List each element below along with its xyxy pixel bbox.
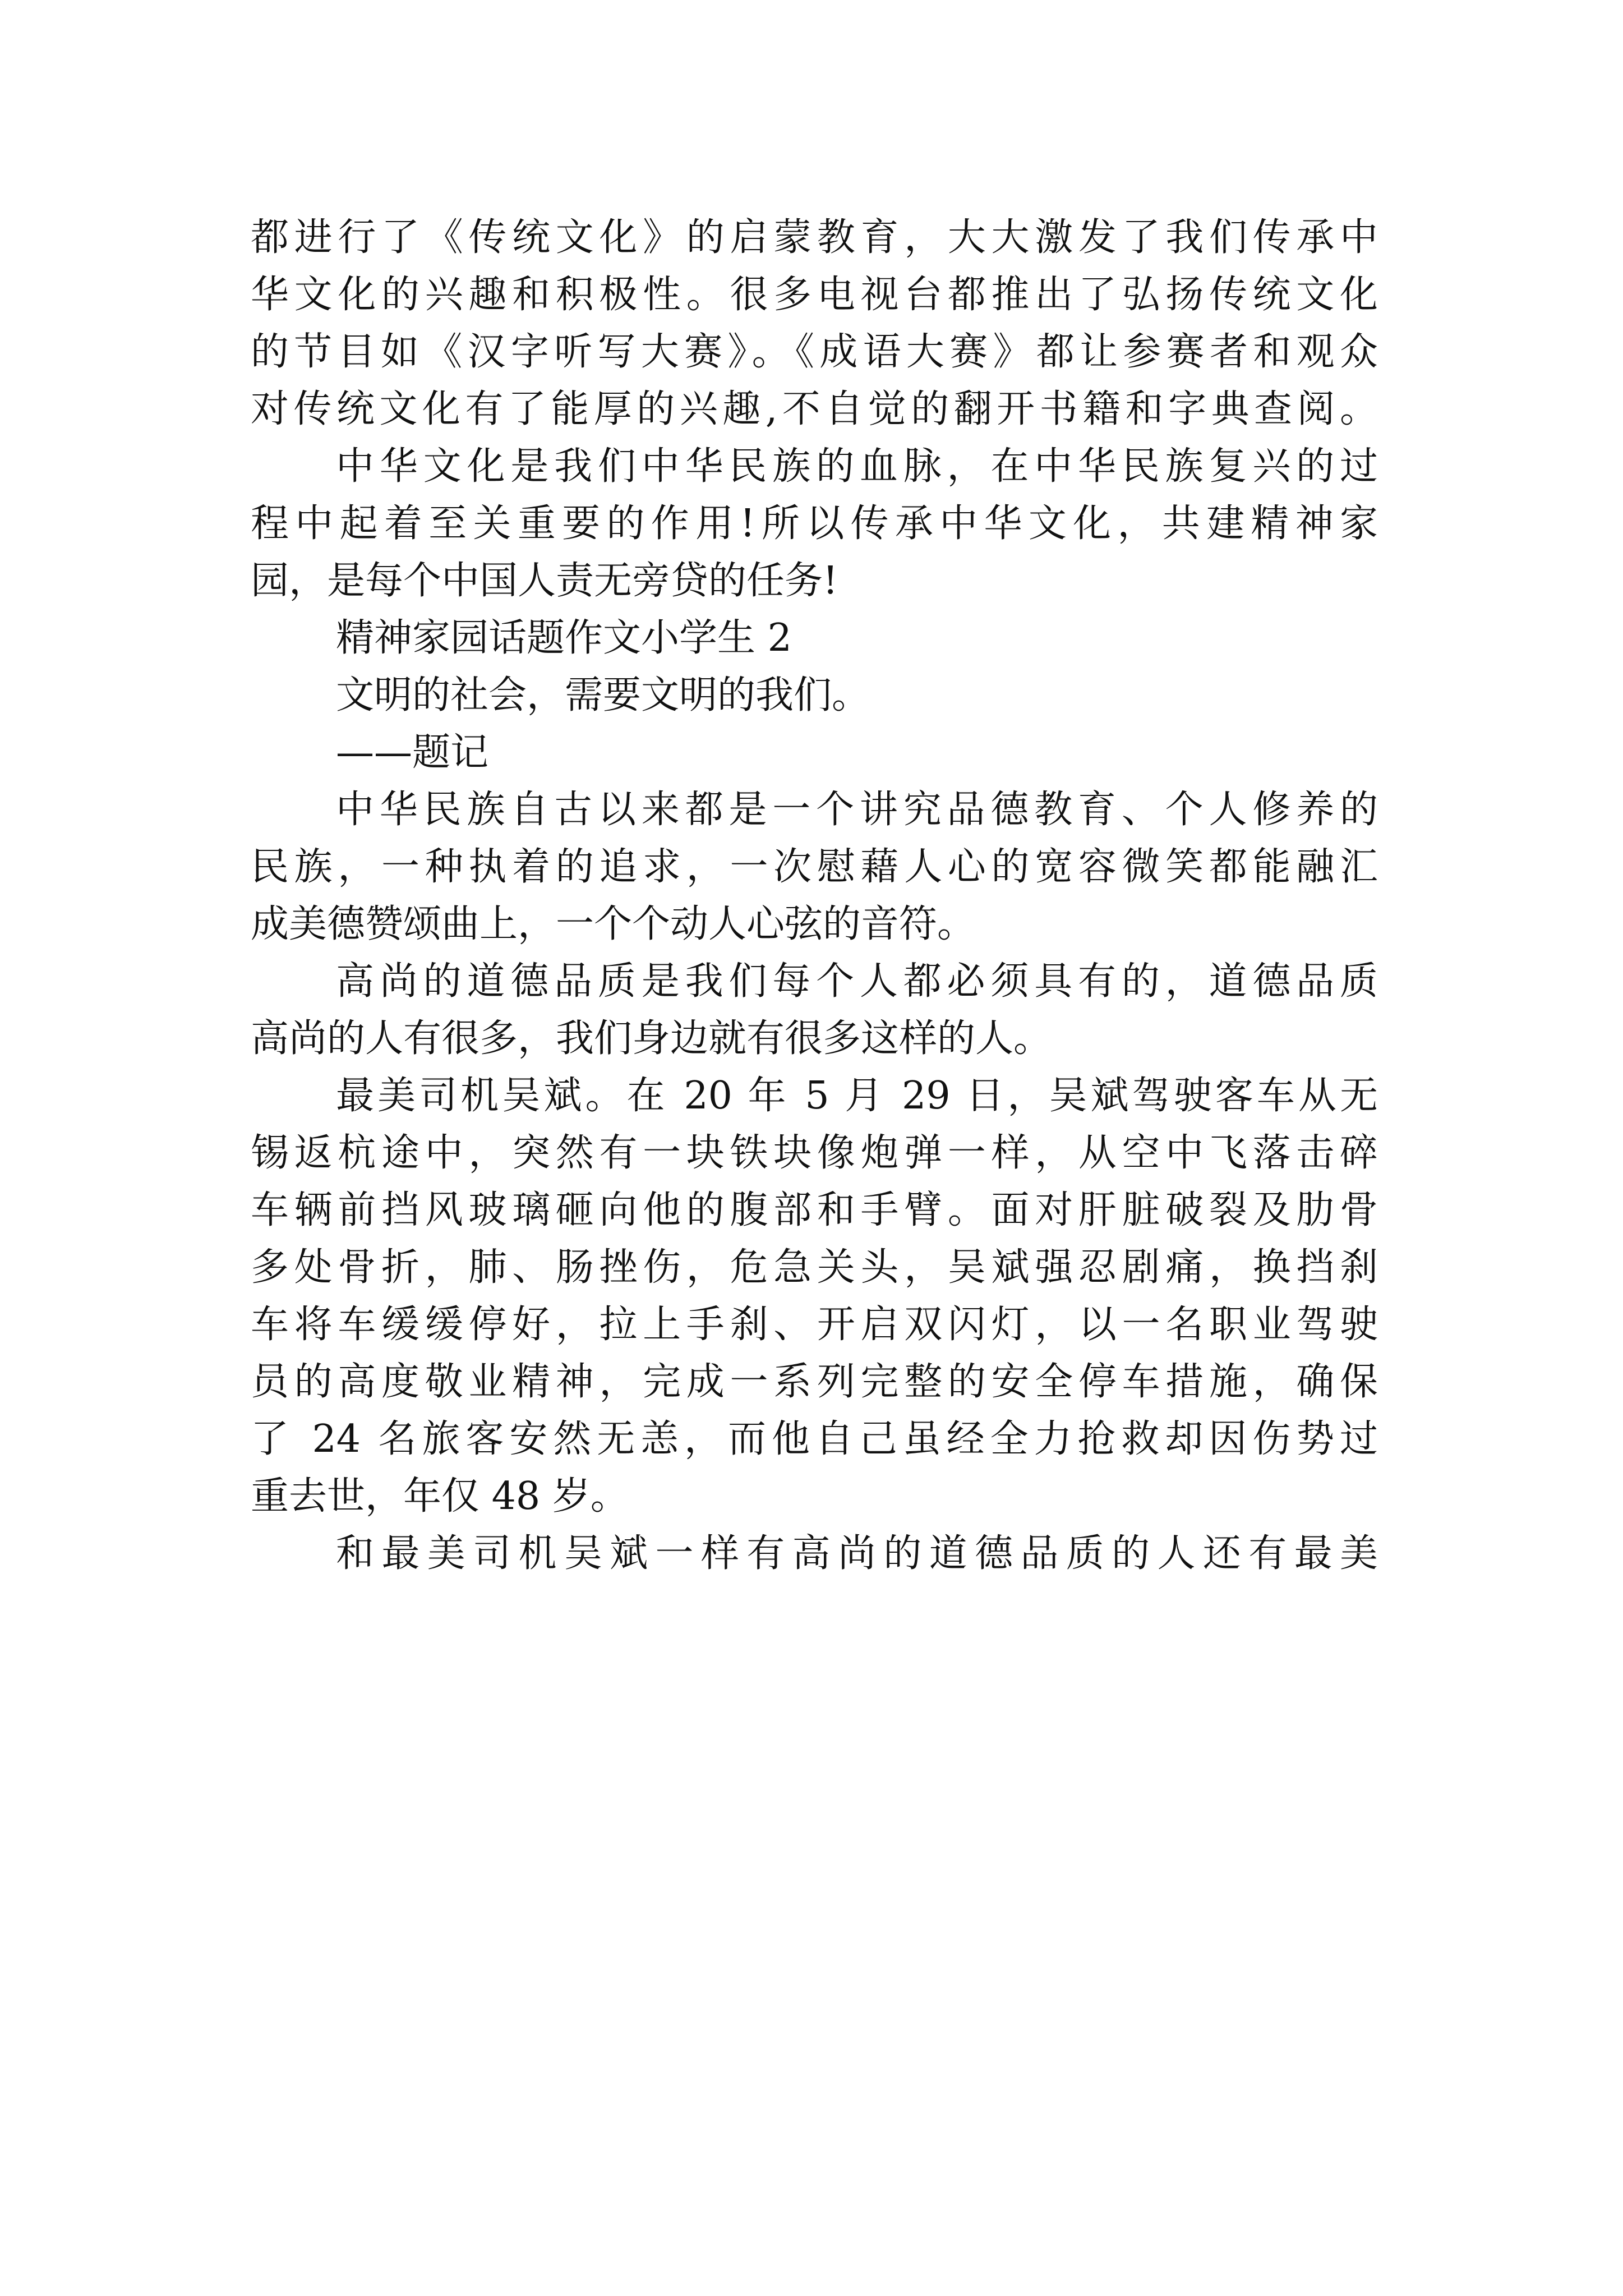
epigraph-attribution: ——题记 — [336, 730, 489, 775]
text-line: 程中起着至关重要的作用!所以传承中华文化，共建精神家 — [251, 501, 1378, 546]
text-line: 员的高度敬业精神，完成一系列完整的安全停车措施，确保 — [251, 1360, 1378, 1404]
text-line: 华文化的兴趣和积极性。很多电视台都推出了弘扬传统文化 — [251, 273, 1378, 317]
text-line: 和最美司机吴斌一样有高尚的道德品质的人还有最美 — [336, 1531, 1378, 1576]
text-line: 园，是每个中国人责无旁贷的任务! — [251, 559, 838, 603]
text-line: 高尚的道德品质是我们每个人都必须具有的，道德品质 — [336, 959, 1378, 1004]
text-line: 都进行了《传统文化》的启蒙教育，大大激发了我们传承中 — [251, 215, 1378, 260]
text-line: 锡返杭途中，突然有一块铁块像炮弹一样，从空中飞落击碎 — [251, 1131, 1378, 1175]
text-line: 重去世，年仅 48 岁。 — [251, 1474, 629, 1519]
text-line: 多处骨折，肺、肠挫伤，危急关头，吴斌强忍剧痛，换挡刹 — [251, 1245, 1378, 1290]
section-heading: 精神家园话题作文小学生 2 — [336, 616, 792, 660]
text-line: 了 24 名旅客安然无恙，而他自己虽经全力抢救却因伤势过 — [251, 1417, 1378, 1461]
text-line: 对传统文化有了能厚的兴趣,不自觉的翻开书籍和字典查阅。 — [251, 387, 1378, 431]
text-line: 中华民族自古以来都是一个讲究品德教育、个人修养的 — [336, 788, 1378, 832]
body-text — [251, 209, 1378, 1582]
text-line: 车辆前挡风玻璃砸向他的腹部和手臂。面对肝脏破裂及肋骨 — [251, 1188, 1378, 1232]
text-line: 高尚的人有很多，我们身边就有很多这样的人。 — [251, 1016, 1052, 1061]
text-line: 成美德赞颂曲上，一个个动人心弦的音符。 — [251, 902, 976, 946]
text-line: 中华文化是我们中华民族的血脉，在中华民族复兴的过 — [336, 444, 1378, 489]
text-line: 车将车缓缓停好，拉上手刹、开启双闪灯，以一名职业驾驶 — [251, 1303, 1378, 1347]
text-line: 的节目如《汉字听写大赛》。《成语大赛》都让参赛者和观众 — [251, 330, 1378, 374]
epigraph: 文明的社会，需要文明的我们。 — [336, 673, 870, 717]
text-line: 民族，一种执着的追求，一次慰藉人心的宽容微笑都能融汇 — [251, 845, 1378, 889]
text-line: 最美司机吴斌。在 20 年 5 月 29 日，吴斌驾驶客车从无 — [336, 1074, 1378, 1118]
